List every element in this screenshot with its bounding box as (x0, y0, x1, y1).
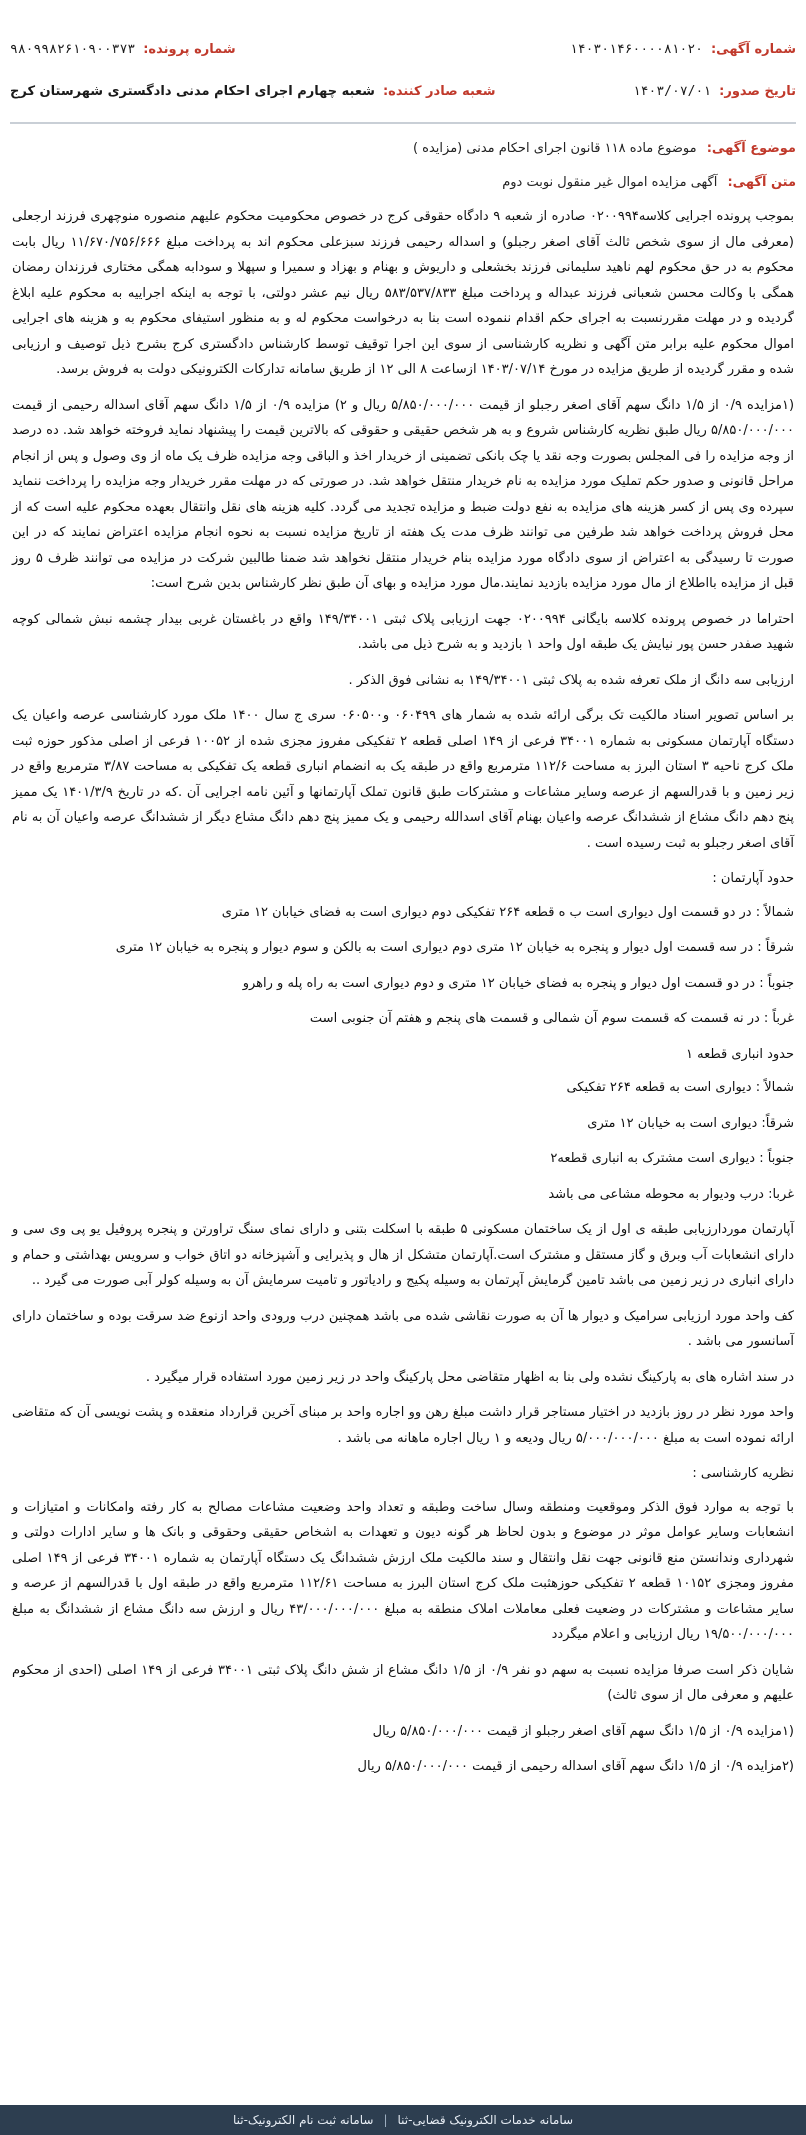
apartment-boundaries-heading: حدود آپارتمان : (712, 871, 794, 886)
expert-opinion: با توجه به موارد فوق الذکر وموقعیت ومنطقه وسال ساخت وطبقه و تعداد واحد وضعیت مشاعات مصالح به کار رفته وامکانات و امتیازات و انشعابات وسایر عوامل موثر در موضوع و بدون لحاظ هر گونه دیون و تعهدات به اشخاص حقیقی وحقوقی و بانک ها و سایر ادارات دولتی و شهرداری وندانستن منع قانونی جهت نقل وانتقال و سند مالکیت ملک ارزش ششدانگ یک دستگاه آپارتمان به شماره ۳۴۰۰۱ فرعی از ۱۴۹ اصلی مفروز ومجزی ۱۰۱۵۲ قطعه ۲ تفکیکی حوزهثبت ملک کرج استان البرز به مساحت ۱۱۲/۶۱ مترمربع واقع در طبقه اول با قدرالسهم از عرصه و سایر مشاعات و مشترکات در وضعیت فعلی معاملات املاک منطقه به مبلغ ۴۳/۰۰۰/۰۰۰/۰۰۰ ریال و ارزش سه دانگ مشاع از ششدانگ به مبلغ ۱۹/۵۰۰/۰۰۰/۰۰۰ ریال ارزیابی و اعلام میگردد (12, 1499, 795, 1642)
footer-bar (0, 2105, 806, 2135)
auction-note: شایان ذکر است صرفا مزایده نسبت به سهم دو نفر ۰/۹ از ۱/۵ دانگ مشاع از شش دانگ پلاک ثبتی ۳۴۰۰۱ فرعی از ۱۴۹ اصلی (احدی از محکوم علیهم و معرفی مال از سوی ثالث) (12, 1662, 794, 1703)
topic-label: موضوع آگهی: (706, 141, 796, 156)
issuer-value: شعبه چهارم اجرای احکام مدنی دادگستری شهرستان کرج (10, 83, 375, 99)
announcement-body (10, 204, 796, 1780)
expert-opinion-heading: نظریه کارشناسی : (692, 1466, 794, 1481)
storage-west: غربا: درب ودیوار به محوطه مشاعی می باشد (548, 1186, 794, 1202)
paragraph-5: بر اساس تصویر اسناد مالکیت تک برگی ارائه شده به شمار های ۰۶۰۴۹۹ و۰۶۰۵۰۰ سری ج سال ۱۴۰۰ ملک مورد کارشناسی عرصه واعیان یک دستگاه آپارتمان مسکونی به شماره ۳۴۰۰۱ فرعی از ۱۴۹ اصلی قطعه ۲ تفکیکی مفروز مجزی شده از ۱۰۰۵۲ فرعی از اصلی مذکور حوزه ثبت ملک کرج ناحیه ۳ استان البرز به مساحت ۱۱۲/۶ مترمربع واقع در طبقه یک به انضمام انباری قطعه یک تفکیکی به مساحت ۳/۸۷ مترمربع واقع در زیر زمین و با قدرالسهم از عرصه وسایر مشاعات و مشترکات طبق قانون تملک آپارتمانها و آئین نامه اجرایی آن .که در تاریخ ۱۴۰۱/۳/۹ یک ممیز پنج دهم دانگ مشاع از ششدانگ عرصه واعیان بهنام آقای اسدالله رحیمی و یک ممیز پنج دهم دانگ مشاع دیگر از ششدانگ عرصه واعیان آن به نام آقای اصغر رجبلو به ثبت رسیده است . (12, 708, 794, 851)
floor-description: کف واحد مورد ارزیابی سرامیک و دیوار ها آن به صورت نقاشی شده می باشد همچنین درب ورودی واحد ازنوع ضد سرقت بوده و ساختمان دارای آسانسور می باشد . (12, 1308, 794, 1349)
issue-date-value: ۱۴۰۳/۰۷/۰۱ (632, 83, 712, 99)
storage-north: شمالاً : دیواری است به قطعه ۲۶۴ تفکیکی (566, 1080, 794, 1095)
ad-number-value: ۱۴۰۳۰۱۴۶۰۰۰۰۸۱۰۲۰ (569, 41, 703, 57)
boundary-west: غرباً : در نه قسمت که قسمت سوم آن شمالی و قسمت های پنجم و هفتم آن جنوبی است (309, 1011, 794, 1026)
ad-number-label: شماره آگهی: (710, 41, 796, 57)
announcement-header (10, 28, 796, 124)
boundary-south: جنوباً : در دو قسمت اول دیوار و پنجره به فضای خیابان ۱۲ متری و دوم دیواری است به راه پله و راهرو (242, 975, 794, 991)
footer-separator: | (383, 2113, 388, 2127)
ad-number (570, 42, 796, 57)
paragraph-2: (۱مزایده ۰/۹ از ۱/۵ دانگ سهم آقای اصغر رجبلو از قیمت ۵/۸۵۰/۰۰۰/۰۰۰ ریال و ۲) مزایده ۰/۹ از ۱/۵ دانگ سهم آقای اسداله رحیمی از قیمت ۵/۸۵۰/۰۰۰/۰۰۰ ریال طبق نظریه کارشناس شروع و به هر شخص حقیقی و حقوقی که بالاترین قیمت را پیشنهاد نماید فروخته خواهد شد. ده درصد از وجه مزایده را فی المجلس بصورت وجه نقد یا چک بانکی تضمینی از خریدار اخذ و الباقی وجه مزایده ظرف یک ماه از وی وصول و پس از انجام مراحل قانونی و صدور حکم تملیک مورد مزایده به نام خریدار منتقل خواهد شد. در صورتی که در مهلت مقرر خریدار وجه مزایده را پرداخت ننماید سپرده وی پس از کسر هزینه های مزایده به نفع دولت ضبط و مزایده تجدید می گردد. کلیه هزینه های نقل وانتقال بعهده محکوم علیه است که از محل فروش پرداخت خواهد شد طرفین می توانند ظرف مدت یک هفته از تاریخ مزایده نسبت به نحوه انجام مزایده اعتراض نمایند که در این صورت تا رسیدگی به اعتراض از سوی دادگاه مورد مزایده بنام خریدار منتقل نخواهد شد ضمنا طالبین شرکت در مزایده می توانند ظرف ۵ روز قبل از مزایده بااطلاع از مال مورد مزایده بازدید نمایند.مال مورد مزایده و بهای آن طبق نظر کارشناس بدین شرح است: (12, 397, 795, 591)
storage-east: شرقاً: دیواری است به خیابان ۱۲ متری (587, 1115, 794, 1131)
case-number (10, 42, 236, 57)
header-row-1 (10, 28, 796, 70)
parking-note: در سند اشاره های به پارکینگ نشده ولی بنا به اظهار متقاضی محل پارکینگ واحد در زیر زمین مورد استفاده قرار میگیرد . (145, 1369, 794, 1385)
case-number-value: ۹۸۰۹۹۸۲۶۱۰۹۰۰۳۷۳ (10, 41, 136, 57)
storage-south: جنوباً : دیواری است مشترک به انباری قطعه۲ (550, 1151, 794, 1166)
footer-link-sana-registration[interactable]: سامانه ثبت نام الکترونیک-ثنا (232, 2113, 374, 2127)
footer-link-sana-services[interactable]: سامانه خدمات الکترونیک قضایی-ثنا (397, 2113, 574, 2127)
issuer (10, 84, 495, 99)
auction-item-1: (۱مزایده ۰/۹ از ۱/۵ دانگ سهم آقای اصغر رجبلو از قیمت ۵/۸۵۰/۰۰۰/۰۰۰ ریال (372, 1723, 794, 1739)
paragraph-3: احتراما در خصوص پرونده کلاسه بایگانی ۰۲۰۰۹۹۴ جهت ارزیابی پلاک ثبتی ۱۴۹/۳۴۰۰۱ واقع در باغستان غربی بیدار چشمه نبش شمالی کوچه شهید صفدر حسن پور نیایش یک طبقه اول واحد ۱ بازدید و به شرح ذیل می باشد. (12, 611, 794, 652)
storage-boundaries-heading: حدود انباری قطعه ۱ (686, 1046, 794, 1062)
apartment-description: آپارتمان موردارزیابی طبقه ی اول از یک ساختمان مسکونی ۵ طبقه با اسکلت بتنی و دارای نمای سنگ تراورتن و پنجره پروفیل یو پی وی سی و دارای انشعابات آب وبرق و گاز مستقل و مشترک است.آپارتمان متشکل از هال و پذیرایی و آشپزخانه دو اتاق خواب و سرویس بهداشتی و حمام و دارای انباری در زیر زمین می باشد تامین گرمایش آپرتمان به وسیله پکیج و رادیاتور و تامیت سرمایش آن به وسیله کولر آبی صورت می گیرد .. (12, 1222, 795, 1288)
issue-date-label: تاریخ صدور: (719, 83, 796, 99)
boundary-north: شمالاً : در دو قسمت اول دیواری است ب ه قطعه ۲۶۴ تفکیکی دوم دیواری است به فضای خیابان ۱۲ متری (221, 904, 794, 920)
paragraph-1: بموجب پرونده اجرایی کلاسه۰۲۰۰۹۹۴ صادره از شعبه ۹ دادگاه حقوقی کرج در خصوص محکومیت محکوم علیهم منصوره منوچهری فرزند ارجعلی (معرفی مال از سوی شخص ثالث آقای اصغر رجبلو) و اسداله رحیمی فرزند سبزعلی محکوم اند به پرداخت مبلغ ۱۱/۶۷۰/۷۵۶/۶۶۶ ریال بابت محکوم به در حق محکوم لهم ناهید سلیمانی فرزند بخشعلی و داریوش و بهنام و بهزاد و سمیرا و سپهلا و سودابه همگی مختاری فرزندان رمضان همگی با وکالت محسن شعبانی فرزند عبداله و پرداخت مبلغ ۵۸۳/۵۳۷/۸۳۳ ریال نیم عشر دولتی، با توجه به اینکه اجراییه به محکوم علیه ابلاغ گردیده و در مهلت مقررنسبت به اجرای حکم اقدام ننموده است بنا به درخواست محکوم له و به منظور استیفای محکوم به و هزینه های اجرایی اموال محکوم علیه برابر متن آگهی و نظریه کارشناسی از سوی این اجرا توقیف توسط کارشناس دادگستری کرج بشرح ذیل توصیف و ارزیابی شده و مقرر گردیده از طریق مزایده در مورخ ۱۴۰۳/۰۷/۱۴ ازساعت ۸ الی ۱۲ از طریق سامانه تدارکات الکترونیکی دولت به فروش برسد. (12, 209, 795, 377)
boundary-east: شرقاً : در سه قسمت اول دیوار و پنجره به خیابان ۱۲ متری دوم دیواری است به بالکن و سوم دیوار و پنجره به خیابان ۱۲ متری (115, 940, 794, 955)
issuer-label: شعبه صادر کننده: (382, 83, 496, 99)
topic-value: موضوع ماده ۱۱۸ قانون اجرای احکام مدنی (مزایده ) (412, 141, 697, 156)
header-row-2 (10, 70, 796, 112)
issue-date (633, 84, 796, 99)
case-number-label: شماره پرونده: (143, 41, 236, 57)
announcement-text-label (10, 170, 796, 196)
announcement-topic (10, 136, 796, 162)
tenant-note: واحد مورد نظر در روز بازدید در اختیار مستاجر قرار داشت مبلغ رهن وو اجاره واحد بر مبنای آخرین قرارداد منعقده و پشت نویسی آن که متقاضی ارائه نموده است به مبلغ ۵/۰۰۰/۰۰۰/۰۰۰ ریال ودیعه و ۱ ریال اجاره ماهانه می باشد . (12, 1405, 794, 1446)
paragraph-4: ارزیابی سه دانگ از ملک تعرفه شده به پلاک ثبتی ۱۴۹/۳۴۰۰۱ به نشانی فوق الذکر . (348, 672, 794, 688)
text-title: آگهی مزایده اموال غیر منقول نوبت دوم (502, 175, 718, 190)
auction-item-2: (۲مزایده ۰/۹ از ۱/۵ دانگ سهم آقای اسداله رحیمی از قیمت ۵/۸۵۰/۰۰۰/۰۰۰ ریال (357, 1759, 794, 1774)
text-label: متن آگهی: (727, 175, 796, 190)
